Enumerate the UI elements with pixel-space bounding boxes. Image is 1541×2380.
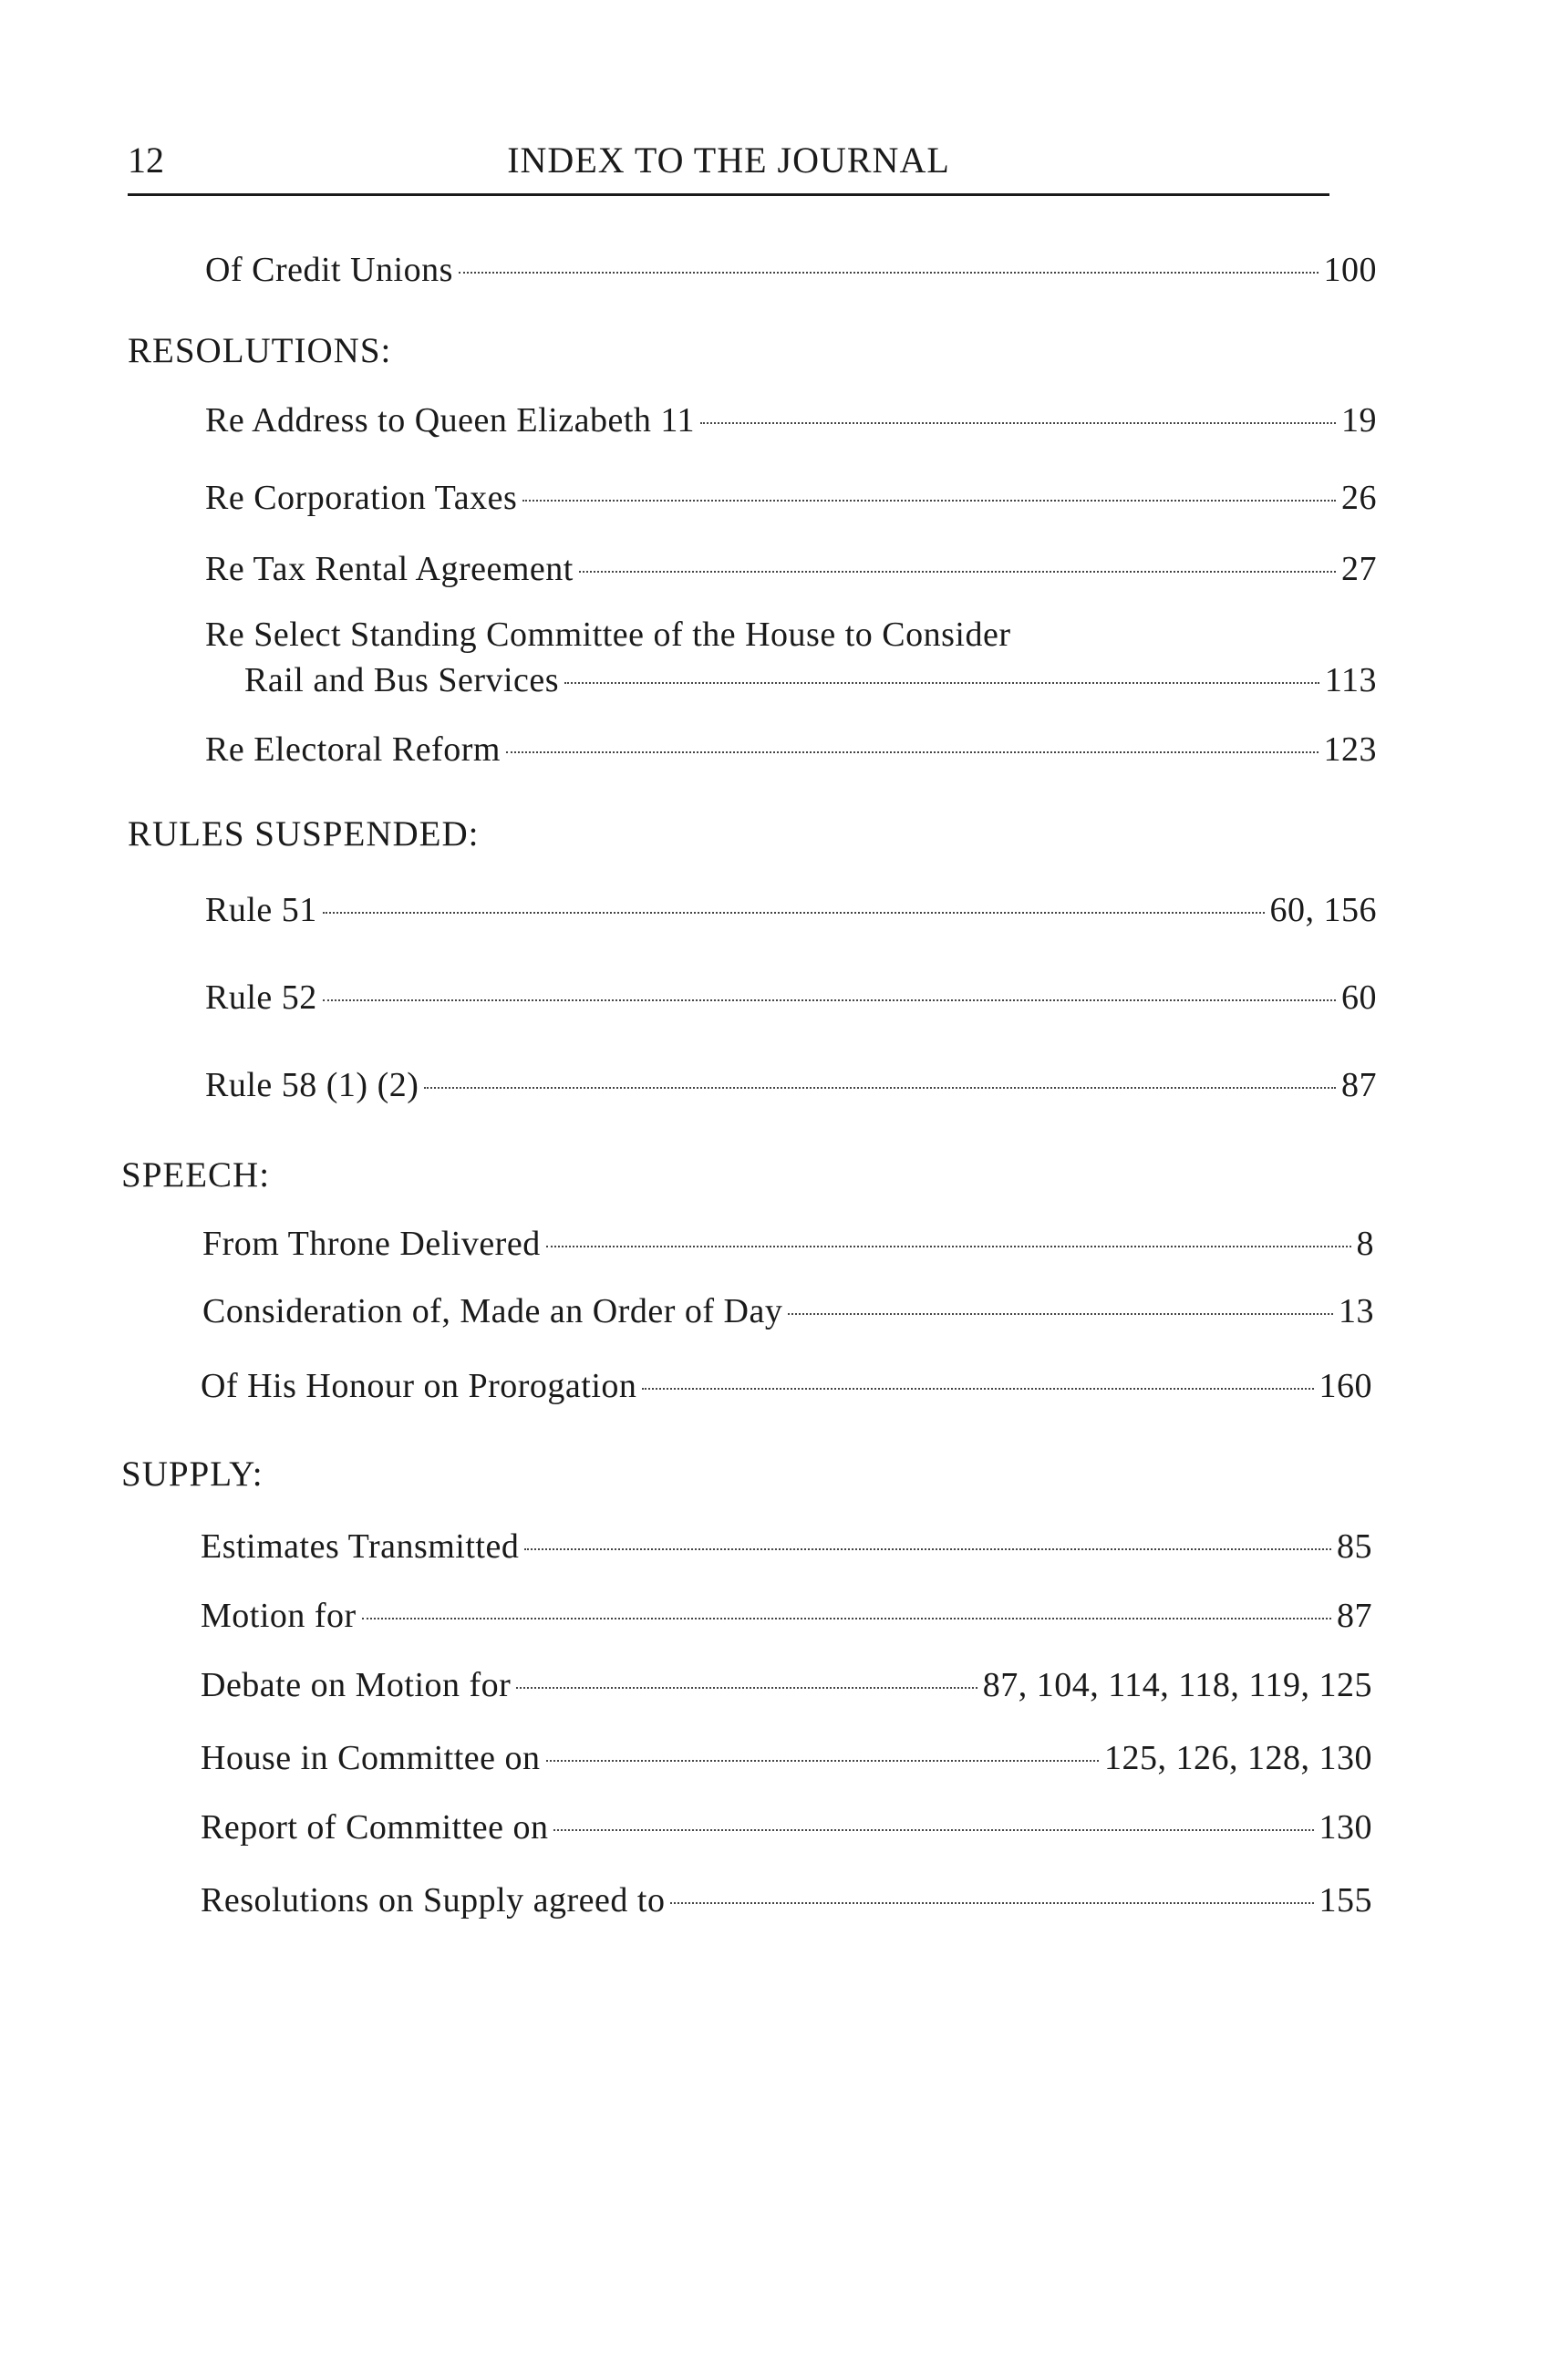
index-entry — [201, 1734, 1372, 1782]
dot-leader — [546, 1246, 1351, 1247]
dot-leader — [670, 1902, 1313, 1904]
index-entry — [201, 1661, 1372, 1709]
dot-leader — [642, 1388, 1313, 1390]
entry-pages: 123 — [1323, 730, 1377, 769]
entry-pages: 60, 156 — [1269, 891, 1377, 929]
entry-label: Debate on Motion for — [201, 1666, 512, 1704]
entry-pages: 160 — [1319, 1367, 1372, 1405]
entry-pages: 100 — [1323, 251, 1377, 289]
entry-label: Re Tax Rental Agreement — [205, 550, 574, 588]
entry-label: Motion for — [201, 1597, 357, 1635]
dot-leader — [323, 912, 1265, 914]
entry-label: Re Address to Queen Elizabeth 11 — [205, 401, 695, 440]
index-entry — [205, 1061, 1377, 1109]
index-entry — [205, 474, 1377, 522]
entry-pages: 113 — [1324, 661, 1377, 699]
dot-leader — [546, 1760, 1099, 1762]
entry-label: Re Electoral Reform — [205, 730, 501, 769]
entry-label: House in Committee on — [201, 1739, 541, 1777]
index-entry — [244, 657, 1377, 704]
dot-leader — [362, 1618, 1331, 1619]
dot-leader — [424, 1087, 1336, 1089]
section-heading: RESOLUTIONS: — [128, 331, 392, 370]
entry-label: Rule 51 — [205, 891, 317, 929]
dot-leader — [459, 272, 1319, 274]
index-entry — [205, 545, 1377, 593]
entry-label: Rule 58 (1) (2) — [205, 1066, 419, 1104]
entry-pages: 19 — [1341, 401, 1377, 440]
entry-label: Consideration of, Made an Order of Day — [202, 1292, 783, 1330]
dot-leader — [564, 682, 1319, 684]
page-header — [128, 135, 1329, 196]
dot-leader — [522, 500, 1336, 502]
dot-leader — [700, 422, 1336, 424]
index-entry — [205, 974, 1377, 1021]
running-title: INDEX TO THE JOURNAL — [507, 140, 950, 181]
section-heading: SUPPLY: — [121, 1454, 264, 1494]
index-entry — [205, 246, 1377, 294]
entry-pages: 87 — [1341, 1066, 1377, 1104]
index-entry — [201, 1877, 1372, 1924]
entry-label: Of His Honour on Prorogation — [201, 1367, 637, 1405]
entry-pages: 130 — [1319, 1808, 1372, 1847]
entry-pages: 87 — [1337, 1597, 1372, 1635]
page-number: 12 — [128, 140, 164, 181]
index-entry — [201, 1592, 1372, 1640]
entry-label: Estimates Transmitted — [201, 1527, 520, 1566]
dot-leader — [516, 1687, 977, 1689]
index-entry — [205, 397, 1377, 444]
index-entry — [201, 1523, 1372, 1570]
dot-leader — [579, 571, 1336, 573]
entry-pages: 87, 104, 114, 118, 119, 125 — [982, 1666, 1372, 1704]
entry-label: Rail and Bus Services — [244, 661, 560, 699]
entry-pages: 27 — [1341, 550, 1377, 588]
entry-label: Report of Committee on — [201, 1808, 549, 1847]
dot-leader — [323, 999, 1336, 1001]
entry-pages: 13 — [1339, 1292, 1374, 1330]
index-entry — [202, 1220, 1374, 1268]
index-entry — [201, 1362, 1372, 1410]
entry-label: From Throne Delivered — [202, 1225, 541, 1263]
entry-label: Of Credit Unions — [205, 251, 453, 289]
section-heading: RULES SUSPENDED: — [128, 814, 480, 854]
entry-label: Rule 52 — [205, 978, 317, 1017]
entry-label: Resolutions on Supply agreed to — [201, 1881, 666, 1920]
index-entry — [205, 726, 1377, 773]
entry-pages: 125, 126, 128, 130 — [1104, 1739, 1372, 1777]
dot-leader — [553, 1829, 1313, 1831]
entry-pages: 26 — [1341, 479, 1377, 517]
index-entry — [202, 1288, 1374, 1335]
entry-pages: 8 — [1356, 1225, 1374, 1263]
entry-pages: 60 — [1341, 978, 1377, 1017]
dot-leader — [788, 1313, 1333, 1315]
index-entry — [201, 1804, 1372, 1851]
entry-pages: 85 — [1337, 1527, 1372, 1566]
dot-leader — [506, 751, 1319, 753]
index-entry — [205, 886, 1377, 934]
entry-label-first-line: Re Select Standing Committee of the House to Consider — [205, 616, 1011, 654]
dot-leader — [524, 1548, 1331, 1550]
entry-label: Re Corporation Taxes — [205, 479, 518, 517]
section-heading: SPEECH: — [121, 1155, 271, 1195]
entry-pages: 155 — [1319, 1881, 1372, 1920]
